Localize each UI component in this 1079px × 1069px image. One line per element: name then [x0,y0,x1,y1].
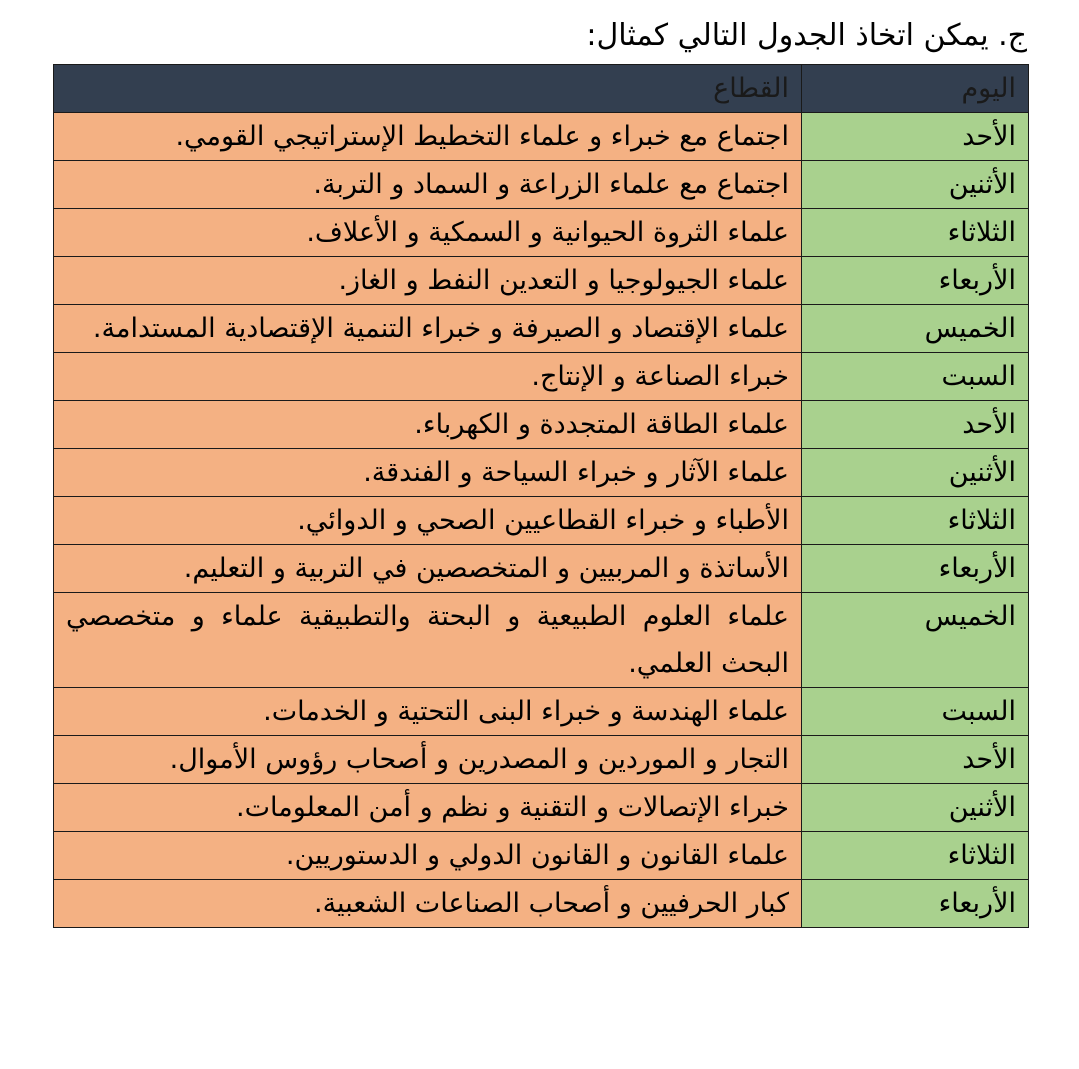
day-cell: الأحد [802,736,1029,784]
cropped-previous-line [40,0,1040,6]
schedule-table [53,64,1029,928]
sector-cell: اجتماع مع علماء الزراعة و السماد و التربة. [54,161,802,209]
sector-cell: علماء الطاقة المتجددة و الكهرباء. [54,401,802,449]
table-row [54,784,1029,832]
table-row [54,593,1029,688]
sector-cell: علماء الآثار و خبراء السياحة و الفندقة. [54,449,802,497]
day-cell: السبت [802,353,1029,401]
day-cell: الأربعاء [802,545,1029,593]
table-row [54,449,1029,497]
day-cell: السبت [802,688,1029,736]
sector-cell: علماء الثروة الحيوانية و السمكية و الأعلاف. [54,209,802,257]
table-row [54,305,1029,353]
sector-cell: الأساتذة و المربيين و المتخصصين في التربية و التعليم. [54,545,802,593]
day-cell: الثلاثاء [802,497,1029,545]
sector-cell: علماء العلوم الطبيعية و البحتة والتطبيقية علماء و متخصصي البحث العلمي. [54,593,802,688]
sector-cell: علماء القانون و القانون الدولي و الدستوريين. [54,832,802,880]
table-row [54,832,1029,880]
sector-cell: الأطباء و خبراء القطاعيين الصحي و الدوائي. [54,497,802,545]
table-row [54,736,1029,784]
day-cell: الثلاثاء [802,209,1029,257]
table-row [54,113,1029,161]
table-row [54,353,1029,401]
header-sector: القطاع [54,65,802,113]
sector-cell: التجار و الموردين و المصدرين و أصحاب رؤوس الأموال. [54,736,802,784]
sector-cell: علماء الهندسة و خبراء البنى التحتية و الخدمات. [54,688,802,736]
sector-cell: اجتماع مع خبراء و علماء التخطيط الإستراتيجي القومي. [54,113,802,161]
table-row [54,497,1029,545]
table-row [54,257,1029,305]
sector-cell: خبراء الصناعة و الإنتاج. [54,353,802,401]
sector-cell: خبراء الإتصالات و التقنية و نظم و أمن المعلومات. [54,784,802,832]
day-cell: الأحد [802,113,1029,161]
table-caption: ج. يمكن اتخاذ الجدول التالي كمثال: [586,18,1027,53]
table-row [54,161,1029,209]
day-cell: الثلاثاء [802,832,1029,880]
day-cell: الأربعاء [802,257,1029,305]
table-row [54,880,1029,928]
header-day: اليوم [802,65,1029,113]
day-cell: الأثنين [802,449,1029,497]
day-cell: الأثنين [802,784,1029,832]
sector-cell: علماء الجيولوجيا و التعدين النفط و الغاز. [54,257,802,305]
table-row [54,688,1029,736]
table-row [54,209,1029,257]
day-cell: الأثنين [802,161,1029,209]
day-cell: الأربعاء [802,880,1029,928]
table-row [54,401,1029,449]
table-row [54,545,1029,593]
sector-cell: علماء الإقتصاد و الصيرفة و خبراء التنمية الإقتصادية المستدامة. [54,305,802,353]
sector-cell: كبار الحرفيين و أصحاب الصناعات الشعبية. [54,880,802,928]
day-cell: الخميس [802,305,1029,353]
day-cell: الأحد [802,401,1029,449]
day-cell: الخميس [802,593,1029,688]
table-header-row [54,65,1029,113]
